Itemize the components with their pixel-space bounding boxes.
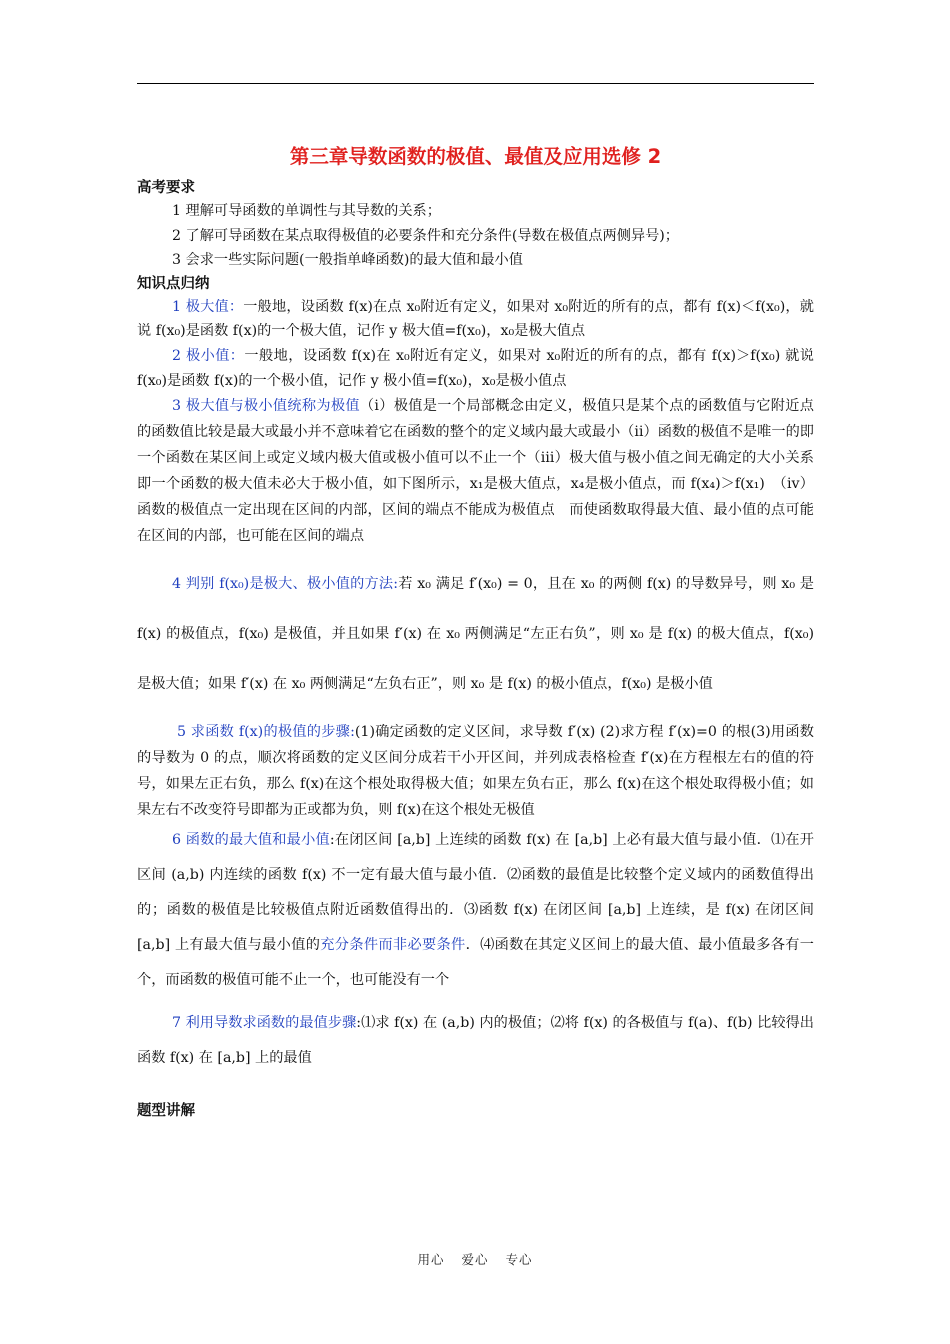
footer-word-3: 专心 (505, 1252, 533, 1267)
label-local-minimum: 2 极小值： (172, 347, 245, 364)
text-derivative-steps: :⑴求 f(x) 在 (a,b) 内的极值；⑵将 f(x) 的各极值与 f(a)、f(b) 比较得出函数 f(x) 在 [a,b] 上的最值 (137, 1015, 814, 1067)
label-local-maximum: 1 极大值： (172, 298, 244, 315)
para-local-maximum (137, 295, 814, 344)
label-derivative-steps: 7 利用导数求函数的最值步骤 (172, 1015, 357, 1032)
para-judge-method (137, 559, 814, 709)
text-max-min-part2: ．⑷函数在其定义区间上的最大值、最小值最多各有一个，而函数的极值可能不止一个，也可能没有一个 (137, 937, 814, 989)
text-judge-method: 若 x₀ 满足 f′(x₀) = 0，且在 x₀ 的两侧 f(x) 的导数异号，则 x₀ 是 f(x) 的极值点，f(x₀) 是极值，并且如果 f′(x) 在 x₀ 两侧满足“左正右负”，则 x₀ 是 f(x) 的极大值点，f(x₀) 是极大值；如果 f′(x) 在 x₀ 两侧满足“左负右正”，则 x₀ 是 f(x) 的极小值点，f(x₀) 是极小值 (137, 576, 814, 693)
label-max-min-values: 6 函数的最大值和最小值 (172, 832, 330, 849)
heading-exam-requirements: 高考要求 (137, 180, 195, 196)
para-extreme-values (137, 393, 814, 549)
para-local-minimum (137, 344, 814, 393)
label-judge-method: 4 判别 f(x₀)是极大、极小值的方法: (172, 576, 399, 593)
para-derivative-steps (137, 1006, 814, 1076)
text-local-maximum: 一般地，设函数 f(x)在点 x₀附近有定义，如果对 x₀附近的所有的点，都有 f(x)＜f(x₀)，就说 f(x₀)是函数 f(x)的一个极大值，记作 y 极大值=f(x₀)，x₀是极大值点 (137, 298, 814, 340)
document-body (137, 143, 814, 1122)
page-title: 第三章导数函数的极值、最值及应用选修 2 (289, 145, 662, 168)
header-rule (137, 83, 814, 84)
page-footer (0, 1250, 950, 1268)
para-max-min-values (137, 823, 814, 998)
label-extremum-steps: 5 求函数 f(x)的极值的步骤: (177, 724, 355, 741)
requirement-2: 2 了解可导函数在某点取得极值的必要条件和充分条件(导数在极值点两侧异号)； (172, 227, 679, 244)
footer-word-1: 用心 (417, 1252, 445, 1267)
text-sufficient-condition: 充分条件而非必要条件 (320, 937, 466, 954)
heading-knowledge-summary: 知识点归纳 (137, 275, 210, 292)
heading-problem-explanation: 题型讲解 (137, 1103, 195, 1120)
para-extremum-steps (137, 719, 814, 823)
label-extreme-values: 3 极大值与极小值统称为极值 (172, 398, 360, 415)
text-extremum-steps: (1)确定函数的定义区间，求导数 f′(x) (2)求方程 f′(x)=0 的根(3)用函数的导数为 0 的点，顺次将函数的定义区间分成若干小开区间，并列成表格检查 f′(x)在方程根左右的值的符号，如果左正右负，那么 f(x)在这个根处取得极大值；如果左负右正，那么 f(x)在这个根处取得极小值；如果左右不改变符号即都为正或都为负，则 f(x)在这个根处无极值 (137, 724, 814, 819)
text-local-minimum: 一般地，设函数 f(x)在 x₀附近有定义，如果对 x₀附近的所有的点，都有 f(x)＞f(x₀) 就说 f(x₀)是函数 f(x)的一个极小值，记作 y 极小值=f(x₀)，x₀是极小值点 (137, 347, 814, 389)
text-max-min-part1: :在闭区间 [a,b] 上连续的函数 f(x) 在 [a,b] 上必有最大值与最小值．⑴在开区间 (a,b) 内连续的函数 f(x) 不一定有最大值与最小值．⑵函数的最值是比较整个定义域内的函数值得出的；函数的极值是比较极值点附近函数值得出的．⑶函数 f(x) 在闭区间 [a,b] 上连续，是 f(x) 在闭区间 [a,b] 上有最大值与最小值的 (137, 832, 814, 954)
requirement-1: 1 理解可导函数的单调性与其导数的关系； (172, 203, 441, 219)
requirement-3: 3 会求一些实际问题(一般指单峰函数)的最大值和最小值 (172, 252, 523, 269)
footer-word-2: 爱心 (461, 1252, 489, 1267)
text-extreme-values: （ⅰ）极值是一个局部概念由定义，极值只是某个点的函数值与它附近点的函数值比较是最大或最小并不意味着它在函数的整个的定义域内最大或最小（ⅱ）函数的极值不是唯一的即一个函数在某区间上或定义域内极大值或极小值可以不止一个（ⅲ）极大值与极小值之间无确定的大小关系即一个函数的极大值未必大于极小值，如下图所示，x₁是极大值点，x₄是极小值点，而 f(x₄)＞f(x₁) （ⅳ）函数的极值点一定出现在区间的内部，区间的端点不能成为极值点 而使函数取得最大值、最小值的点可能在区间的内部，也可能在区间的端点 (137, 398, 814, 545)
